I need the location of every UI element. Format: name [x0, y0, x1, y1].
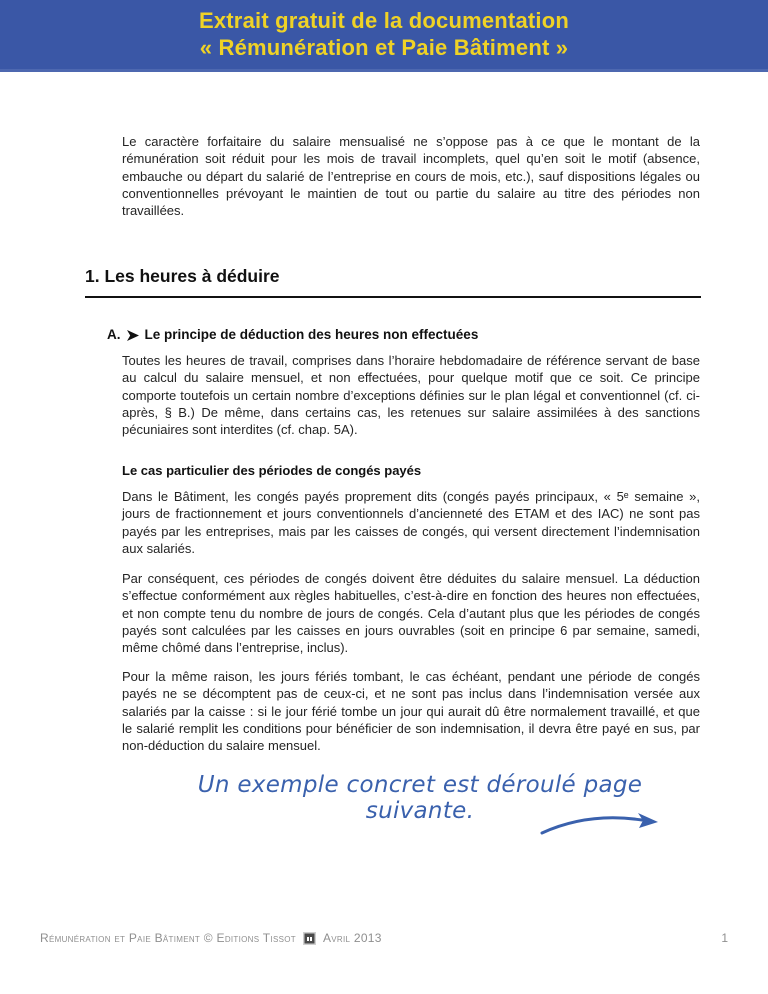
- subsection-paragraph: Toutes les heures de travail, comprises dans l’horaire hebdomadaire de référence servant de base au calcul du salaire mensuel, et non effectuées, pour quelque motif que ce soit. Ce principe comporte toutefois un certain nombre d’exceptions définies sur le plan légal et conventionnel (cf. ci-après, § B.) De même, dans certains cas, les retenues sur salaire assimilées à des sanctions pécuniaires sont interdites (cf. chap. 5A).: [122, 353, 700, 438]
- arrowhead-right-icon: [127, 329, 139, 340]
- handwritten-note: Un exemple concret est déroulé page suivante.: [197, 772, 643, 824]
- section-title: 1. Les heures à déduire: [85, 266, 701, 298]
- footer-left: [40, 931, 382, 945]
- curved-arrow-right-icon: [538, 806, 660, 845]
- case-heading: Le cas particulier des périodes de congés payés: [122, 463, 422, 478]
- page-number: 1: [721, 931, 728, 945]
- case-paragraph-1: Dans le Bâtiment, les congés payés proprement dits (congés payés principaux, « 5ᵉ semaine », jours de fractionnement et jours conventionnels d’ancienneté des ETAM et des IAC) ne sont pas payés par les entreprises, mais par les caisses de congés, qui versent directement l’indemnisation aux salariés.: [122, 489, 700, 556]
- footer-booklet-title: Rémunération et Paie Bâtiment © Editions Tissot: [40, 931, 296, 945]
- case-paragraph-2: Par conséquent, ces périodes de congés doivent être déduites du salaire mensuel. La déduction s’effectue conformément aux règles habituelles, c’est-à-dire en fonction des heures non effectuées, et non compte tenu du nombre de jours de congés. Cela d’autant plus que les périodes de congés payés sont calculées par les caisses en jours ouvrables (soit en principe 6 par semaine, samedi, même chômé dans l’entreprise, inclus).: [122, 571, 700, 656]
- tissot-logo-icon: [303, 932, 316, 945]
- footer-date: Avril 2013: [322, 931, 382, 945]
- subsection-title: Le principe de déduction des heures non effectuées: [144, 327, 479, 342]
- header-banner: [0, 0, 768, 72]
- page-footer: [40, 931, 728, 945]
- subsection-label: A.: [107, 327, 121, 342]
- subsection-heading: [107, 327, 478, 342]
- header-title-line1: Extrait gratuit de la documentation: [198, 8, 570, 33]
- header-title-line2: « Rémunération et Paie Bâtiment »: [199, 35, 569, 60]
- intro-paragraph: Le caractère forfaitaire du salaire mensualisé ne s’oppose pas à ce que le montant de la rémunération soit réduit pour les mois de travail incomplets, quel qu’en soit le motif (absence, embauche ou départ du salarié de l’entreprise en cours de mois, etc.), sauf dispositions légales ou conventionnelles prévoyant le maintien de tout ou partie du salaire au titre des périodes non travaillées.: [122, 134, 700, 219]
- case-paragraph-3: Pour la même raison, les jours fériés tombant, le cas échéant, pendant une période de congés payés ne se décomptent pas de ceux-ci, et ne sont pas inclus dans l’indemnisation versée aux salariés par la caisse : si le jour férié tombe un jour qui aurait dû être normalement travaillé, et que le salarié remplit les conditions pour bénéficier de son indemnisation, il devra être payé en sus, par non-déduction du salaire mensuel.: [122, 669, 700, 754]
